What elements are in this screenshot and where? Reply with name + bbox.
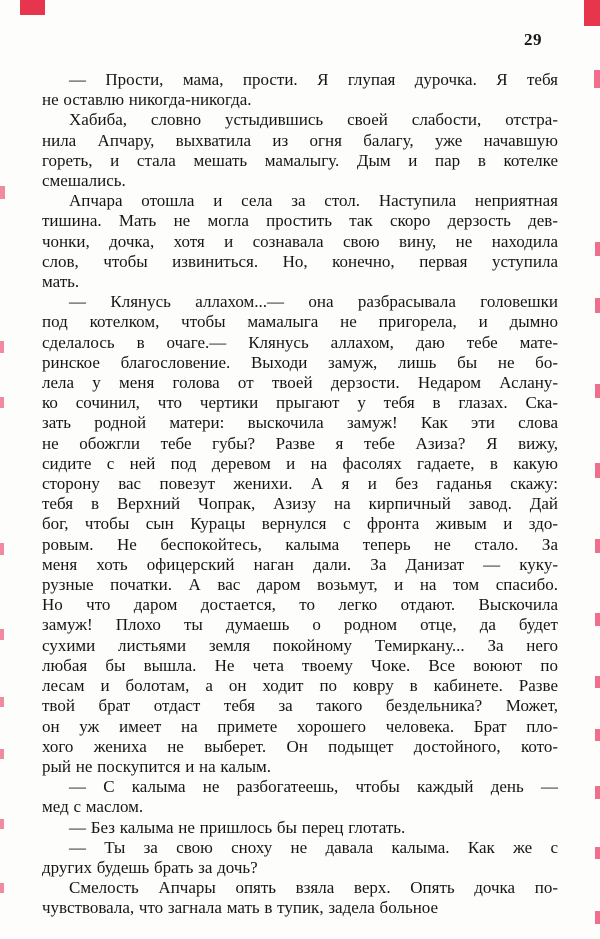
edge-mark xyxy=(595,298,600,313)
text-line: чонки, дочка, хотя и сознавала свою вину, не находила xyxy=(42,231,558,251)
text-line: слов, чтобы извиниться. Но, конечно, первая уступила xyxy=(42,251,558,271)
edge-mark xyxy=(595,384,600,398)
text-line: смешались. xyxy=(42,171,126,191)
text-line: сделалось в очаге.— Клянусь аллахом, даю тебе мате- xyxy=(42,332,558,352)
edge-mark xyxy=(594,70,600,88)
text-block xyxy=(42,70,558,919)
text-line: — Клянусь аллахом...— она разбрасывала головешки xyxy=(69,292,558,312)
text-line: чувствовала, что загнала мать в тупик, задела больное xyxy=(42,898,439,918)
page-number: 29 xyxy=(524,30,542,49)
text-line: сторону вас повезут женихи. А я и без гаданья скажу: xyxy=(42,474,558,494)
edge-mark xyxy=(595,242,600,256)
paragraph xyxy=(42,110,558,191)
edge-mark xyxy=(595,786,600,799)
text-line: меня хоть офицерский наган дали. За Данизат — куку- xyxy=(42,554,558,574)
text-line: рузные початки. А вас даром возьмут, и на том спасибо. xyxy=(42,575,558,595)
text-line: ко сочинил, что чертики прыгают у тебя в глазах. Ска- xyxy=(42,393,558,413)
text-line: ринское благословение. Выходи замуж, лишь бы не бо- xyxy=(42,352,558,372)
text-line: мать. xyxy=(42,272,80,292)
text-line: он уж имеет на примете хорошего человека. Брат пло- xyxy=(42,716,558,736)
edge-mark xyxy=(595,613,600,626)
edge-mark xyxy=(0,697,4,707)
text-line: Смелость Апчары опять взяла верх. Опять дочка по- xyxy=(69,878,558,898)
text-line: — Прости, мама, прости. Я глупая дурочка. Я тебя xyxy=(69,70,558,89)
paragraph xyxy=(42,878,558,918)
edge-mark xyxy=(0,397,4,408)
text-line: бог, чтобы сын Курацы вернулся с фронта живым и здо- xyxy=(42,514,558,534)
edge-mark xyxy=(0,749,4,759)
text-line: других будешь брать за дочь? xyxy=(42,857,258,877)
text-line: — С калыма не разбогатеешь, чтобы каждый день — xyxy=(69,777,558,797)
paragraph xyxy=(42,777,558,817)
edge-mark xyxy=(20,0,45,15)
text-line: не оставлю никогда-никогда. xyxy=(42,90,252,110)
text-line: замуж! Плохо ты думаешь о родном отце, да будет xyxy=(42,615,558,635)
text-line: сидите с ней под деревом и на фасолях гадаете, в какую xyxy=(42,453,558,473)
edge-mark xyxy=(0,819,4,829)
text-line: любая бы вышла. Не чета твоему Чоке. Все воюют по xyxy=(42,655,558,675)
paragraph xyxy=(42,818,558,838)
text-line: — Без калыма не пришлось бы перец глотать. xyxy=(69,817,406,837)
text-line: лесам и болотам, а он ходит по ковру в кабинете. Разве xyxy=(42,676,558,696)
text-line: зать родной матери: выскочила замуж! Как эти слова xyxy=(42,413,558,433)
paragraph xyxy=(42,292,558,777)
edge-mark xyxy=(595,463,600,478)
text-line: мед с маслом. xyxy=(42,797,144,817)
edge-mark xyxy=(595,847,600,859)
text-line: гореть, и стала мешать мамалыгу. Дым и пар в котелке xyxy=(42,150,558,170)
text-line: не обожгли тебе губы? Разве я тебе Азиза? Я вижу, xyxy=(42,433,558,453)
edge-mark xyxy=(0,629,4,640)
text-line: лела у меня голова от твоей дерзости. Недаром Аслану- xyxy=(42,373,558,393)
edge-mark xyxy=(584,0,600,26)
edge-mark xyxy=(595,729,600,741)
edge-mark xyxy=(595,676,600,688)
text-line: рый не поскупится и на калым. xyxy=(42,756,272,776)
text-line: хого жениха не выберет. Он подыщет достойного, кото- xyxy=(42,736,558,756)
text-line: Апчара отошла и села за стол. Наступила неприятная xyxy=(69,191,558,211)
text-line: сухими листьями земля покойному Темиркану... За него xyxy=(42,635,558,655)
edge-mark xyxy=(595,539,600,553)
edge-mark xyxy=(595,911,600,924)
edge-mark xyxy=(0,543,4,555)
paragraph xyxy=(42,191,558,292)
edge-mark xyxy=(0,883,4,893)
text-line: твой брат отдаст тебя за такого бездельника? Может, xyxy=(42,696,558,716)
text-line: — Ты за свою сноху не давала калыма. Как же с xyxy=(69,837,558,857)
paragraph xyxy=(42,70,558,110)
edge-mark xyxy=(0,186,5,199)
text-line: тебя в Верхний Чопрак, Азизу на кирпичный завод. Дай xyxy=(42,494,558,514)
text-line: тишина. Мать не могла простить так скоро дерзость дев- xyxy=(42,211,558,231)
text-line: ровым. Не беспокойтесь, калыма теперь не стало. За xyxy=(42,534,558,554)
paragraph xyxy=(42,838,558,878)
text-line: Но что даром достается, то легко отдают. Выскочила xyxy=(42,595,558,615)
text-line: нила Апчару, выхватила из огня балагу, уже начавшую xyxy=(42,130,558,150)
text-line: под котелком, чтобы мамалыга не пригорела, и дымно xyxy=(42,312,558,332)
edge-mark xyxy=(0,341,4,353)
text-line: Хабиба, словно устыдившись своей слабости, отстра- xyxy=(69,110,558,130)
